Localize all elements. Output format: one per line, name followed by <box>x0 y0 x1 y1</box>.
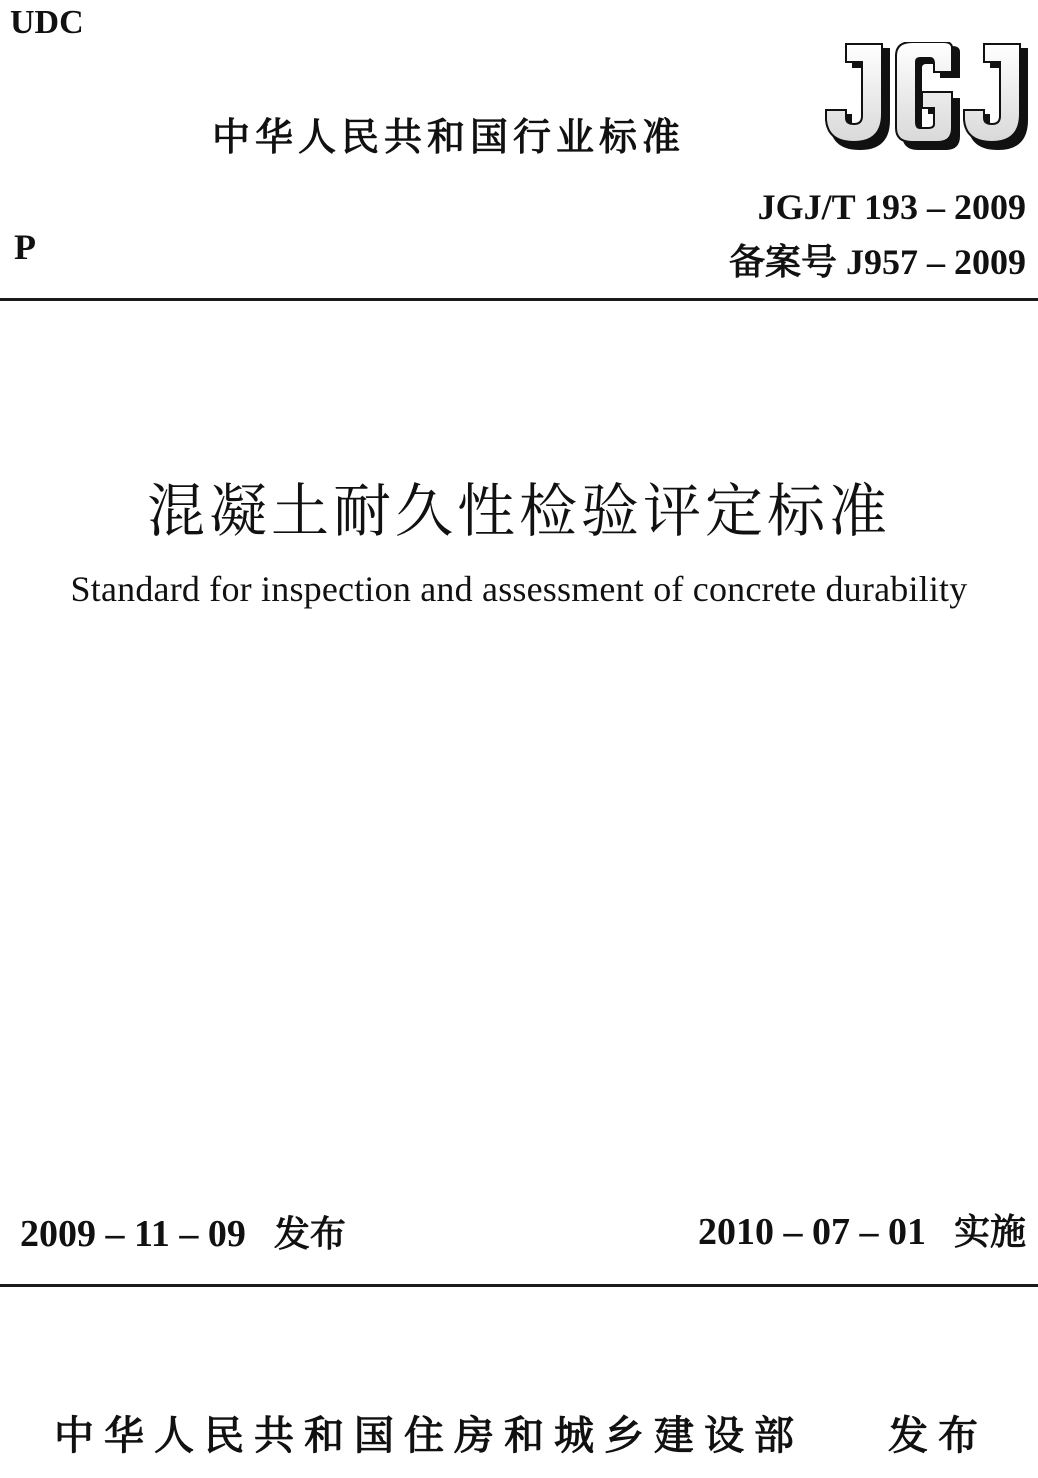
title-english: Standard for inspection and assessment of concrete durability <box>70 569 968 609</box>
header-divider <box>0 298 1038 301</box>
publish-label: 发布 <box>888 1413 988 1459</box>
publisher-name: 中华人民共和国住房和城乡建设部 <box>54 1413 804 1459</box>
effective-date: 2010 – 07 – 01 <box>697 1211 926 1253</box>
udc-label: UDC <box>10 4 84 41</box>
title-chinese: 混凝土耐久性检验评定标准 <box>146 477 891 545</box>
effective-label: 实施 <box>953 1212 1026 1253</box>
classification-code: P <box>14 227 36 267</box>
footer-divider <box>0 1284 1038 1287</box>
issue-date-block <box>20 1206 346 1257</box>
issue-label: 发布 <box>273 1214 346 1255</box>
issue-date: 2009 – 11 – 09 <box>20 1213 246 1255</box>
industry-standard-heading: 中华人民共和国行业标准 <box>212 115 686 159</box>
standard-number: JGJ/T 193 – 2009 <box>757 187 1026 227</box>
jgj-logo <box>822 42 1030 154</box>
effective-date-block <box>698 1204 1026 1255</box>
record-number: 备案号 J957 – 2009 <box>728 242 1026 282</box>
